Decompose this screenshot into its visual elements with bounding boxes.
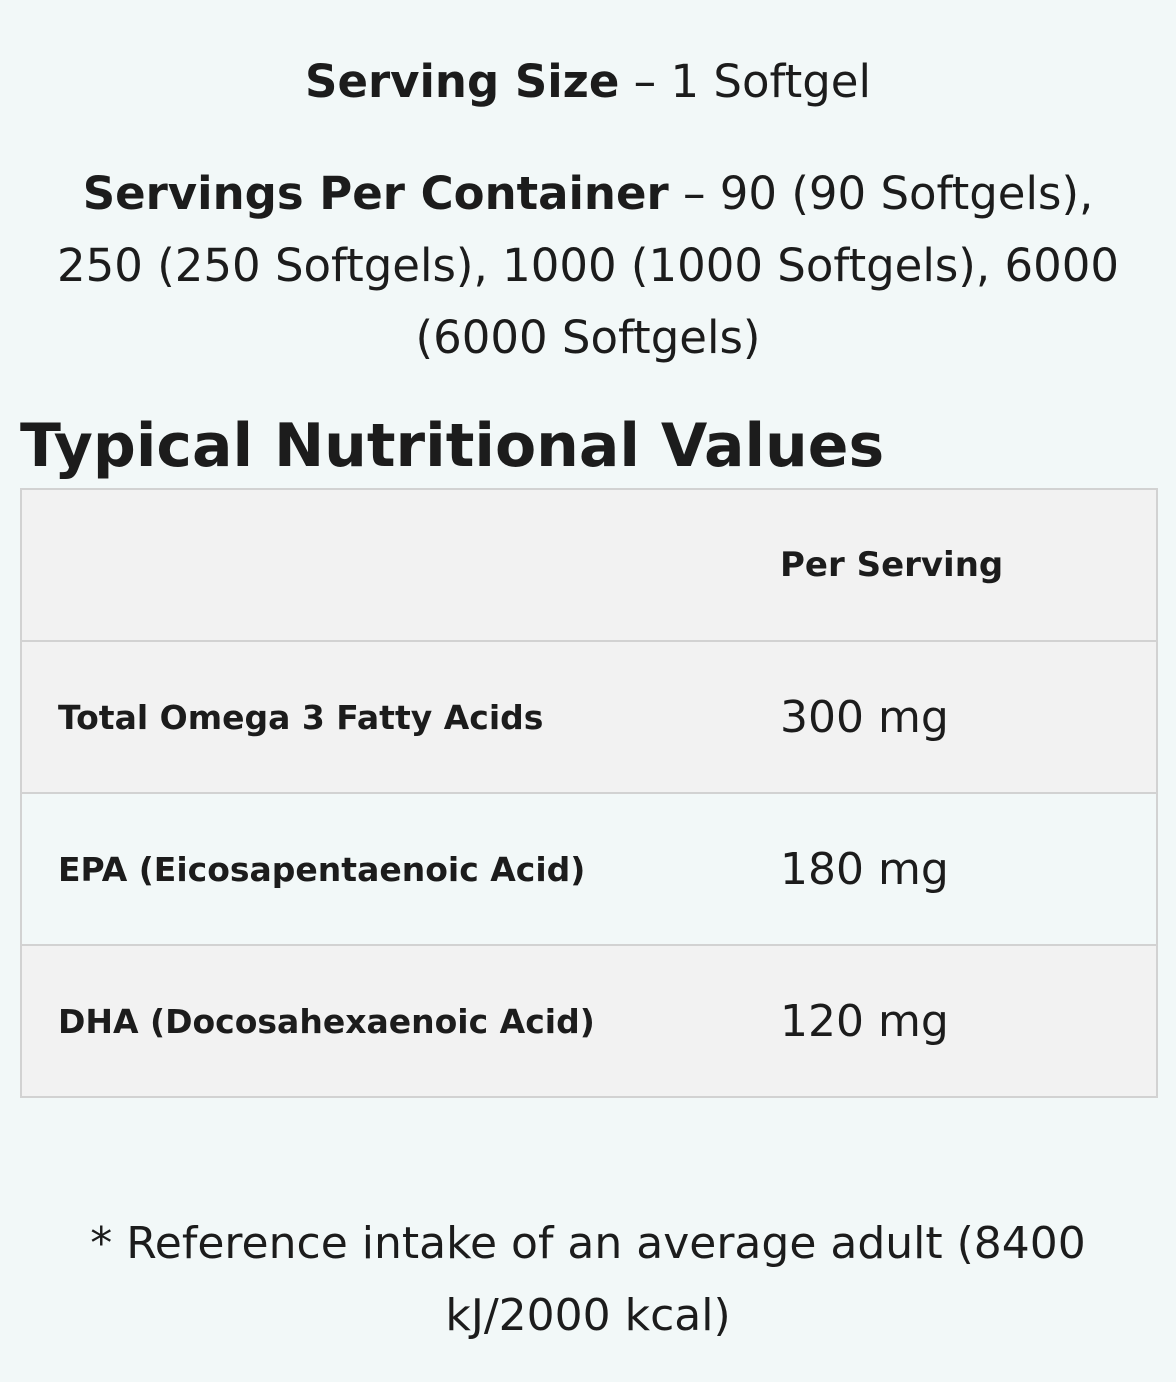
nutrient-value: 180 mg — [780, 843, 949, 895]
table-header-row — [22, 490, 1156, 640]
serving-size — [0, 52, 1176, 112]
servings-per-container — [50, 158, 1126, 374]
nutrient-name: DHA (Docosahexaenoic Acid) — [58, 1001, 595, 1041]
servings-per-container-value: – 90 (90 Softgels), 250 (250 Softgels), 1000 (1000 Softgels), 6000 (6000 Softgels) — [57, 167, 1119, 364]
section-title: Typical Nutritional Values — [20, 411, 885, 481]
table-row — [22, 640, 1156, 792]
nutrient-value: 120 mg — [780, 995, 949, 1047]
header-per-serving: Per Serving — [780, 545, 1004, 585]
table-row — [22, 792, 1156, 944]
nutrient-name: Total Omega 3 Fatty Acids — [58, 697, 544, 737]
nutrient-name: EPA (Eicosapentaenoic Acid) — [58, 849, 586, 889]
serving-size-value: – 1 Softgel — [619, 55, 871, 108]
footnote: * Reference intake of an average adult (8400 kJ/2000 kcal) — [90, 1218, 1086, 1341]
nutrient-value: 300 mg — [780, 691, 949, 743]
nutrition-table — [20, 488, 1158, 1098]
serving-size-label: Serving Size — [305, 55, 620, 108]
servings-per-container-label: Servings Per Container — [82, 167, 669, 220]
table-row — [22, 944, 1156, 1096]
